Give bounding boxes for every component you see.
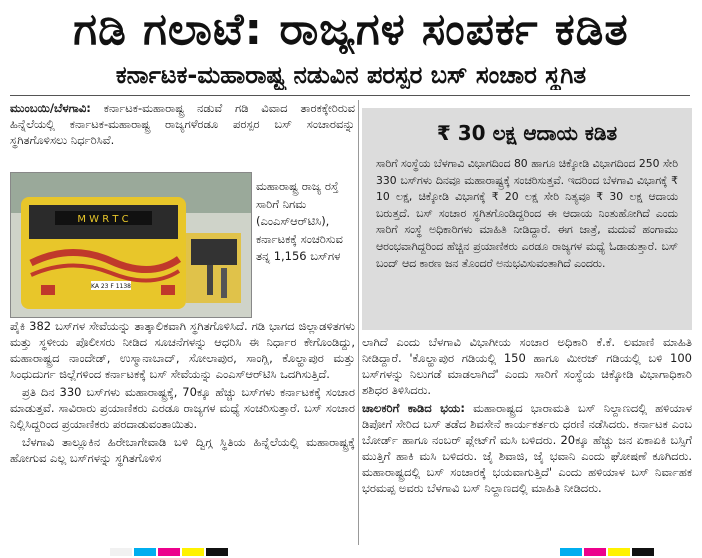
article-column-right [362,334,692,496]
article-paragraph-3: ಬೆಳಗಾವಿ ತಾಲ್ಲೂಕಿನ ಹಿರೇಬಾಗೇವಾಡಿ ಬಳಿ ದ್ವಿಗ್ಗ ಸ್ಥಿತಿಯ ಹಿನ್ನೆಲೆಯಲ್ಲಿ ಮಹಾರಾಷ್ಟ್ರಕ್ಕೆ ಹೋಗುವ ಎಲ್ಲ ಬಸ್‌ಗಳನ್ನು ಸ್ಥಗಿತಗೊಳಿಸ [10,435,355,465]
color-block [206,548,228,556]
article-paragraph-4: ಲಾಗಿದೆ ಎಂದು ಬೆಳಗಾವಿ ವಿಭಾಗೀಯ ಸಂಚಾರ ಅಧಿಕಾರಿ ಕೆ.ಕೆ. ಲಮಾಣಿ ಮಾಹಿತಿ ನೀಡಿದ್ದಾರೆ. 'ಕೊಲ್ಹಾಪುರ ಗಡಿಯಲ್ಲಿ 150 ಹಾಗೂ ಮೀರಜ್ ಗಡಿಯಲ್ಲಿ ಬಳಿ 100 ಬಸ್‌ಗಳನ್ನು ನಿಲುಗಡೆ ಮಾಡಲಾಗಿದೆ' ಎಂದು ಸಾರಿಗೆ ಸಂಸ್ಥೆಯ ಚಿಕ್ಕೋಡಿ ವಿಭಾಗಾಧಿಕಾರಿ ಶಶಿಧರ ತಿಳಿಸಿದರು. [362,335,692,397]
color-block [182,548,204,556]
color-block [110,548,132,556]
color-block [608,548,630,556]
subsection-heading: ಚಾಲಕರಿಗೆ ಕಾಡಿದ ಭಯ: [362,401,465,415]
headline: ಗಡಿ ಗಲಾಟೆ: ರಾಜ್ಯಗಳ ಸಂಪರ್ಕ ಕಡಿತ [73,6,629,54]
bus-photo [10,172,252,318]
bus-plate-text: KA 23 F 1138 [90,283,132,290]
sidebar-title: ₹ 30 ಲಕ್ಷ ಆದಾಯ ಕಡಿತ [436,121,618,145]
article-column-left [10,100,355,148]
color-block [158,548,180,556]
revenue-sidebar [362,108,692,330]
sidebar-body: ಸಾರಿಗೆ ಸಂಸ್ಥೆಯ ಬೆಳಗಾವಿ ವಿಭಾಗದಿಂದ 80 ಹಾಗೂ ಚಿಕ್ಕೋಡಿ ವಿಭಾಗದಿಂದ 250 ಸೇರಿ 330 ಬಸ್‌ಗಳು ದಿನವೂ ಮಹಾರಾಷ್ಟ್ರಕ್ಕೆ ಸಂಚರಿಸುತ್ತವೆ. ಇದರಿಂದ ಬೆಳಗಾವಿ ವಿಭಾಗಕ್ಕೆ ₹ 10 ಲಕ್ಷ, ಚಿಕ್ಕೋಡಿ ವಿಭಾಗಕ್ಕೆ ₹ 20 ಲಕ್ಷ ಸೇರಿ ನಿತ್ಯವೂ ₹ 30 ಲಕ್ಷ ಆದಾಯ ಬರುತ್ತದೆ. ಬಸ್ ಸಂಚಾರ ಸ್ಥಗಿತಗೊಂಡಿದ್ದರಿಂದ ಈ ಆದಾಯ ನಿಂತುಹೋಗಿದೆ ಎಂದು ಸಾರಿಗೆ ಸಂಸ್ಥೆ ಅಧಿಕಾರಿಗಳು ಮಾಹಿತಿ ನೀಡಿದ್ದಾರೆ. ಈಗ ಜಾತ್ರೆ, ಮದುವೆ ಹಂಗಾಮು ಆರಂಭವಾಗಿದ್ದರಿಂದ ಹೆಚ್ಚಿನ ಪ್ರಯಾಣಿಕರು ಎರಡೂ ರಾಜ್ಯಗಳ ಮಧ್ಯೆ ಓಡಾಡುತ್ತಾರೆ. ಬಸ್ ಬಂದ್ ಆದ ಕಾರಣ ಜನ ತೊಂದರೆ ಅನುಭವಿಸುವಂತಾಗಿದೆ ಎಂದರು. [376,157,678,270]
color-block [134,548,156,556]
subheadline: ಕರ್ನಾಟಕ-ಮಹಾರಾಷ್ಟ್ರ ನಡುವಿನ ಪರಸ್ಪರ ಬಸ್ ಸಂಚಾರ ಸ್ಥಗಿತ [115,61,587,89]
article-paragraph-5 [362,400,692,496]
color-block [584,548,606,556]
bus-sign-text: M W R T C [77,214,129,225]
dateline: ಮುಂಬಯಿ/ಬೆಳಗಾವಿ: [10,101,91,115]
lead-text: ಕರ್ನಾಟಕ-ಮಹಾರಾಷ್ಟ್ರ ನಡುವೆ ಗಡಿ ವಿವಾದ ತಾರಕಕ್ಕೇರಿರುವ ಹಿನ್ನೆಲೆಯಲ್ಲಿ ಕರ್ನಾಟಕ-ಮಹಾರಾಷ್ಟ್ರ ರಾಜ್ಯಗಳೆರಡೂ ಪರಸ್ಪರ ಬಸ್ ಸಂಚಾರವನ್ನು ಸ್ಥಗಿತಗೊಳಿಸಲು ನಿರ್ಧರಿಸಿವೆ. [10,101,356,147]
wrap-text: ಮಹಾರಾಷ್ಟ್ರ ರಾಜ್ಯ ರಸ್ತೆ ಸಾರಿಗೆ ನಿಗಮ (ಎಂಎಸ್‌ಆರ್‌ಟಿಸಿ), ಕರ್ನಾಟಕಕ್ಕೆ ಸಂಚರಿಸುವ ತನ್ನ 1,156 ಬಸ್‌ಗಳ [256,179,343,263]
print-registration-marks [0,548,702,558]
article-paragraph-1: ಪೈಕಿ 382 ಬಸ್‌ಗಳ ಸೇವೆಯನ್ನು ತಾತ್ಕಾಲಿಕವಾಗಿ ಸ್ಥಗಿತಗೊಳಿಸಿದೆ. ಗಡಿ ಭಾಗದ ಜಿಲ್ಲಾಡಳಿತಗಳು ಮತ್ತು ಸ್ಥಳೀಯ ಪೊಲೀಸರು ನೀಡಿದ ಸೂಚನೆಗಳನ್ನು ಆಧರಿಸಿ ಈ ನಿರ್ಧಾರ ಕೇಗೊಂಡಿದ್ದು, ಮಹಾರಾಷ್ಟ್ರದ ನಾಂದೇಡ್, ಉಸ್ಮಾನಾಬಾದ್, ಸೋಲಾಪುರ, ಸಾಂಗ್ಲಿ, ಕೊಲ್ಹಾಪುರ ಮತ್ತು ಸಿಂಧುದುರ್ಗ ಜಿಲ್ಲೆಗಳಿಂದ ಕರ್ನಾಟಕಕ್ಕೆ ಬಸ್ ಸೇವೆಯನ್ನು ಎಂಎಸ್‌ಆರ್‌ಟಿಸಿ ಒದಗಿಸುತ್ತಿದೆ. [10,319,355,381]
subsection-text: ಮಹಾರಾಷ್ಟ್ರದ ಭಾರಾಮತಿ ಬಸ್ ನಿಲ್ದಾಣದಲ್ಲಿ ಹಳಿಯಾಳ ಡಿಪೋಗೆ ಸೇರಿದ ಬಸ್ ತಡೆದ ಶಿವಸೇನೆ ಕಾರ್ಯಕರ್ತರು ಧರಣಿ ನಡೆಸಿದರು. ಕರ್ನಾಟಕ ಎಂಬ ಬೋರ್ಡ್ ಹಾಗೂ ನಂಬರ್ ಪ್ಲೇಟ್‌ಗೆ ಮಸಿ ಬಳಿದರು. 20ಕ್ಕೂ ಹೆಚ್ಚು ಜನ ಏಕಾಏಕಿ ಬಸ್ಸಿಗೆ ಮುತ್ತಿಗೆ ಹಾಕಿ ಮಸಿ ಬಳಿದರು. ಜೈ ಶಿವಾಜಿ, ಜೈ ಭವಾನಿ ಎಂದು ಘೋಷಣೆ ಕೂಗಿದರು. ಮಹಾರಾಷ್ಟ್ರದಲ್ಲಿ ಬಸ್ ಸಂಚಾರಕ್ಕೆ ಭಯವಾಗುತ್ತಿದೆ' ಎಂದು ಹಳಿಯಾಳ ಬಸ್ ನಿರ್ವಾಹಕ ಭರಮಪ್ಪ ಅವರು ಬೆಳಗಾವಿ ಬಸ್ ನಿಲ್ದಾಣದಲ್ಲಿ ಮಾಹಿತಿ ನೀಡಿದರು. [362,401,692,495]
article-lead-paragraph [10,100,355,148]
article-column-left-lower [10,318,355,466]
color-block [560,548,582,556]
color-block [632,548,654,556]
divider [10,95,690,96]
article-paragraph-2: ಪ್ರತಿ ದಿನ 330 ಬಸ್‌ಗಳು ಮಹಾರಾಷ್ಟ್ರಕ್ಕೆ, 70ಕ್ಕೂ ಹೆಚ್ಚು ಬಸ್‌ಗಳು ಕರ್ನಾಟಕಕ್ಕೆ ಸಂಚಾರ ಮಾಡುತ್ತವೆ. ಸಾವಿರಾರು ಪ್ರಯಾಣಿಕರು ಎರಡೂ ರಾಜ್ಯಗಳ ಮಧ್ಯೆ ಸಂಚರಿಸುತ್ತಾರೆ. ಬಸ್ ಸಂಚಾರ ನಿಲ್ಲಿಸಿದ್ದರಿಂದ ಪ್ರಯಾಣಿಕರು ಪರದಾಡುವಂತಾಯಿತು. [10,385,355,431]
column-divider [358,100,359,545]
